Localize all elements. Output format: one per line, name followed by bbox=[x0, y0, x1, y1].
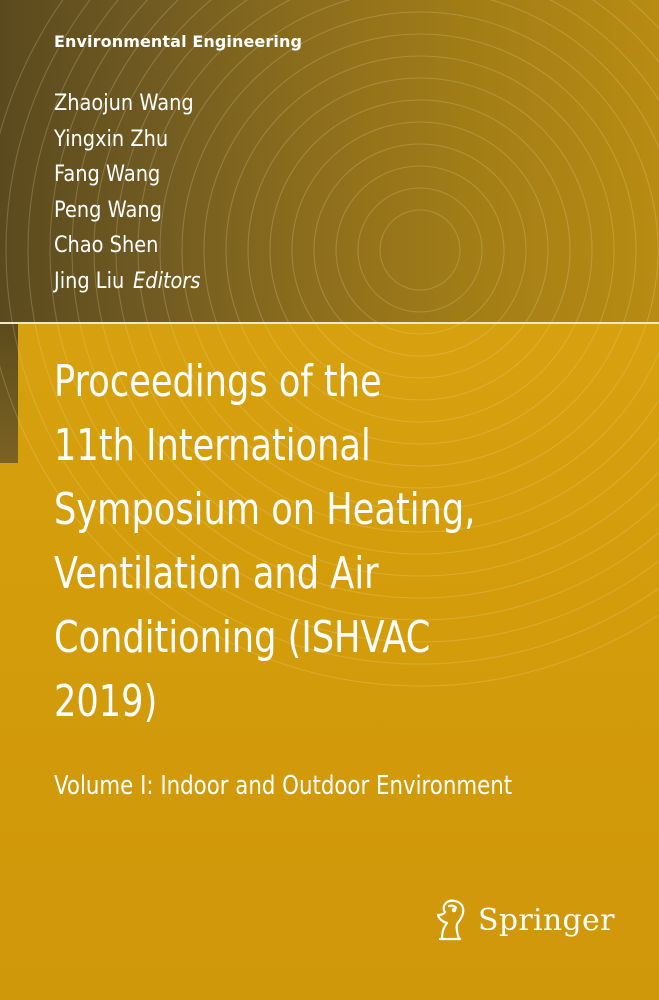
editor-name: Jing Liu bbox=[54, 268, 125, 294]
editor-name: Fang Wang bbox=[54, 162, 161, 187]
divider-line bbox=[0, 322, 659, 324]
title-line: Proceedings of the bbox=[54, 356, 382, 407]
editor-name: Chao Shen bbox=[54, 233, 159, 258]
series-name: Environmental Engineering bbox=[54, 32, 302, 51]
editors-list bbox=[54, 86, 200, 299]
publisher-logo bbox=[430, 895, 615, 945]
editor-name: Yingxin Zhu bbox=[54, 126, 169, 152]
title-line: 11th International bbox=[54, 420, 371, 471]
book-title bbox=[54, 350, 574, 734]
title-line: 2019) bbox=[54, 676, 158, 727]
publisher-name: Springer bbox=[478, 902, 615, 938]
title-line: Symposium on Heating, bbox=[54, 484, 476, 535]
title-line: Ventilation and Air bbox=[54, 548, 379, 599]
editor-name: Zhaojun Wang bbox=[54, 91, 194, 116]
editor-name: Peng Wang bbox=[54, 197, 162, 223]
editor-row bbox=[54, 264, 200, 300]
book-subtitle: Volume I: Indoor and Outdoor Environment bbox=[54, 771, 513, 801]
title-line: Conditioning (ISHVAC bbox=[54, 612, 431, 663]
springer-horse-icon bbox=[430, 897, 470, 943]
editors-role-label: Editors bbox=[133, 268, 201, 294]
